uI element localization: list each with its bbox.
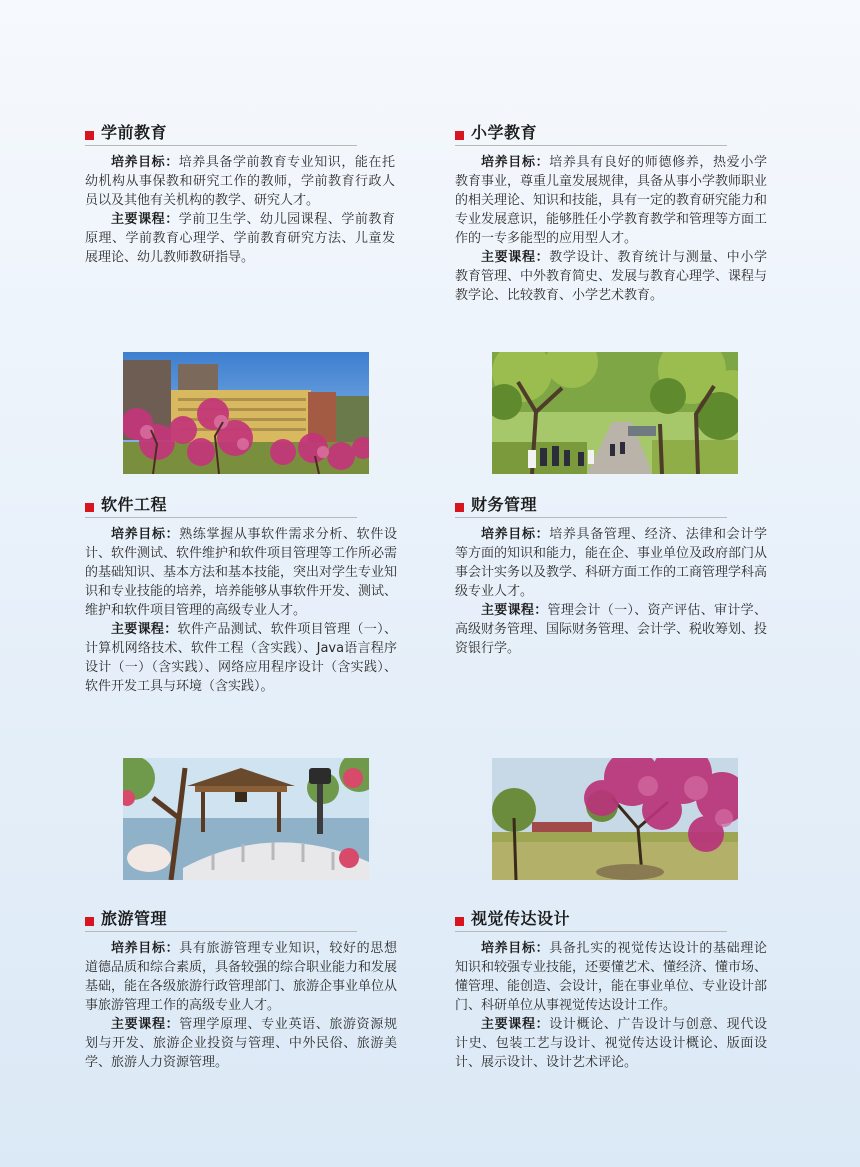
goal-label: 培养目标： (481, 941, 550, 956)
courses-text: 教学设计、教育统计与测量、中小学教育管理、中外教育简史、发展与教育心理学、课程与教学论、比较教育、小学艺术教育。 (455, 250, 768, 303)
section-tourism (85, 906, 398, 1072)
goal-text: 培养具备管理、经济、法律和会计学等方面的知识和能力，能在企、事业单位及政府部门从事会计实务以及教学、科研方面工作的工商管理学科高级专业人才。 (455, 527, 768, 599)
section-visual (455, 906, 768, 1072)
section-title: 小学教育 (471, 123, 538, 142)
section-primary (455, 120, 768, 305)
goal-label: 培养目标： (111, 527, 180, 542)
pavilion-image (123, 758, 369, 880)
courses-label: 主要课程： (481, 1017, 550, 1032)
goal-text: 具备扎实的视觉传达设计的基础理论知识和较强专业技能，还要懂艺术、懂经济、懂市场、懂管理、能创造、会设计，能在事业单位、专业设计部门、科研单位从事视觉传达设计工作。 (455, 941, 768, 1013)
courses-paragraph (455, 248, 767, 305)
goal-label: 培养目标： (481, 527, 550, 542)
section-body (85, 525, 397, 696)
blossom-tree-photo (492, 758, 738, 880)
goal-text: 具有旅游管理专业知识，较好的思想道德品质和综合素质，具备较强的综合职业能力和发展基础，能在各级旅游行政管理部门、旅游企事业单位从事旅游管理工作的高级专业人才。 (85, 941, 398, 1013)
courses-text: 学前卫生学、幼儿园课程、学前教育原理、学前教育心理学、学前教育研究方法、儿童发展理论、幼儿教师教研指导。 (85, 212, 395, 265)
section-software (85, 492, 398, 696)
courses-label: 主要课程： (111, 212, 179, 227)
section-header (455, 120, 755, 146)
red-square-marker (455, 131, 464, 140)
pavilion-photo (123, 758, 369, 880)
campus-building-photo (123, 352, 369, 474)
divider (455, 145, 727, 146)
section-header (85, 906, 385, 932)
section-body (455, 153, 767, 305)
goal-paragraph (455, 939, 767, 1015)
divider (85, 517, 357, 518)
courses-label: 主要课程： (111, 1017, 180, 1032)
courses-label: 主要课程： (111, 622, 178, 637)
divider (455, 517, 727, 518)
section-title: 视觉传达设计 (471, 909, 571, 928)
divider (85, 145, 357, 146)
courses-text: 管理学原理、专业英语、旅游资源规划与开发、旅游企业投资与管理、中外民俗、旅游美学、旅游人力资源管理。 (85, 1017, 397, 1070)
campus-walkway-photo (492, 352, 738, 474)
courses-label: 主要课程： (481, 603, 548, 618)
section-title: 学前教育 (101, 123, 168, 142)
red-square-marker (455, 503, 464, 512)
divider (455, 931, 727, 932)
section-body (455, 939, 767, 1072)
courses-paragraph (455, 1015, 767, 1072)
courses-text: 设计概论、广告设计与创意、现代设计史、包装工艺与设计、视觉传达设计概论、版面设计、展示设计、设计艺术评论。 (455, 1017, 767, 1070)
section-body (85, 153, 395, 267)
section-body (85, 939, 397, 1072)
goal-text: 培养具备学前教育专业知识，能在托幼机构从事保教和研究工作的教师，学前教育行政人员以及其他有关机构的教学、研究人才。 (85, 155, 395, 208)
goal-label: 培养目标： (111, 941, 180, 956)
goal-paragraph (455, 525, 767, 601)
section-title: 软件工程 (101, 495, 168, 514)
red-square-marker (455, 917, 464, 926)
section-header (455, 492, 755, 518)
courses-paragraph (85, 620, 397, 696)
courses-text: 软件产品测试、软件项目管理（一）、计算机网络技术、软件工程（含实践）、Java语言程序设计（一）（含实践）、网络应用程序设计（含实践）、软件开发工具与环境（含实践）。 (85, 622, 397, 694)
goal-label: 培养目标： (111, 155, 179, 170)
campus-building-image (123, 352, 369, 474)
goal-paragraph (85, 939, 397, 1015)
section-header (85, 492, 385, 518)
courses-paragraph (455, 601, 767, 658)
section-finance (455, 492, 768, 658)
courses-label: 主要课程： (481, 250, 550, 265)
goal-paragraph (455, 153, 767, 248)
section-body (455, 525, 767, 658)
red-square-marker (85, 131, 94, 140)
goal-paragraph (85, 153, 395, 210)
blossom-tree-image (492, 758, 738, 880)
red-square-marker (85, 503, 94, 512)
section-preschool (85, 120, 395, 267)
goal-text: 培养具有良好的师德修养，热爱小学教育事业，尊重儿童发展规律，具备从事小学教师职业的相关理论、知识和技能，具有一定的教育研究能力和专业发展意识，能够胜任小学教育教学和管理等方面工作的一专多能型的应用型人才。 (455, 155, 768, 246)
courses-paragraph (85, 1015, 397, 1072)
campus-walkway-image (492, 352, 738, 474)
courses-text: 管理会计（一）、资产评估、审计学、高级财务管理、国际财务管理、会计学、税收筹划、投资银行学。 (455, 603, 768, 656)
section-title: 财务管理 (471, 495, 538, 514)
section-title: 旅游管理 (101, 909, 168, 928)
goal-paragraph (85, 525, 397, 620)
courses-paragraph (85, 210, 395, 267)
section-header (85, 120, 385, 146)
section-header (455, 906, 755, 932)
red-square-marker (85, 917, 94, 926)
goal-label: 培养目标： (481, 155, 550, 170)
divider (85, 931, 357, 932)
goal-text: 熟练掌握从事软件需求分析、软件设计、软件测试、软件维护和软件项目管理等工作所必需的基础知识、基本方法和基本技能，突出对学生专业知识和专业技能的培养，培养能够从事软件开发、测试、维护和软件项目管理的高级专业人才。 (85, 527, 398, 618)
